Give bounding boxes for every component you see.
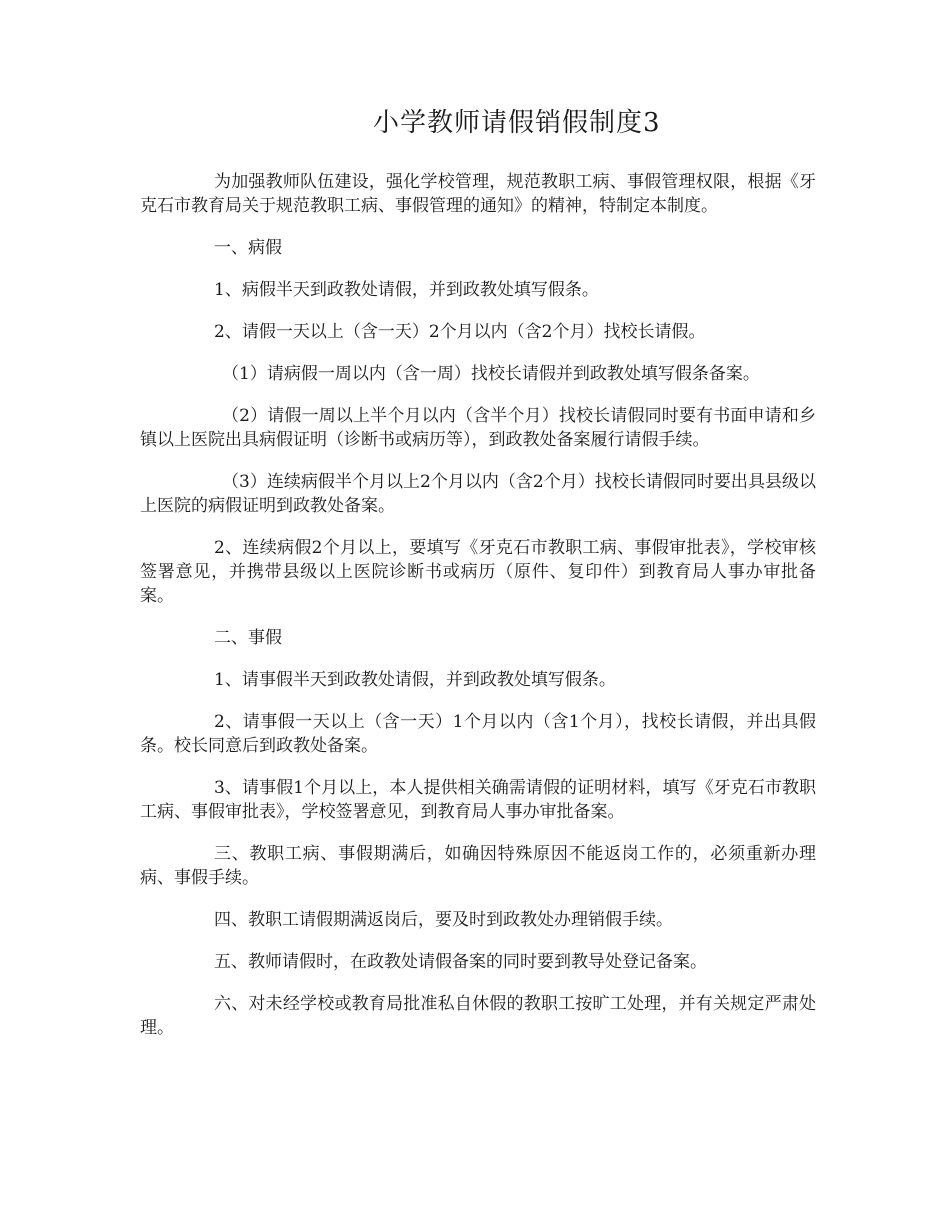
paragraph-rule: 六、对未经学校或教育局批准私自休假的教职工按旷工处理，并有关规定严肃处理。	[140, 994, 816, 1038]
document-title: 小学教师请假销假制度3	[373, 108, 661, 138]
paragraph-rule: 五、教师请假时，在政教处请假备案的同时要到教导处登记备案。	[214, 952, 707, 972]
paragraph-rule: 三、教职工病、事假期满后，如确因特殊原因不能返岗工作的，必须重新办理病、事假手续。	[140, 844, 816, 888]
document-body	[140, 170, 816, 1058]
paragraph-item: 2、请事假一天以上（含一天）1个月以内（含1个月），找校长请假，并出具假条。校长同意后到政教处备案。	[140, 712, 816, 756]
paragraph-item: 2、连续病假2个月以上，要填写《牙克石市教职工病、事假审批表》，学校审核签署意见，并携带县级以上医院诊断书或病历（原件、复印件）到教育局人事办审批备案。	[140, 538, 816, 606]
paragraph-item: 3、请事假1个月以上，本人提供相关确需请假的证明材料，填写《牙克石市教职工病、事假审批表》，学校签署意见，到教育局人事办审批备案。	[140, 778, 816, 822]
paragraph-rule: 四、教职工请假期满返岗后，要及时到政教处办理销假手续。	[214, 910, 673, 930]
section-heading-sick-leave: 一、病假	[214, 238, 282, 258]
paragraph-subitem: （1）请病假一周以内（含一周）找校长请假并到政教处填写假条备案。	[222, 364, 760, 384]
paragraph-subitem: （3）连续病假半个月以上2个月以内（含2个月）找校长请假同时要出具县级以上医院的病假证明到政教处备案。	[140, 472, 816, 516]
paragraph-item: 2、请假一天以上（含一天）2个月以内（含2个月）找校长请假。	[214, 322, 706, 342]
section-heading-personal-leave: 二、事假	[214, 628, 282, 648]
paragraph-intro: 为加强教师队伍建设，强化学校管理，规范教职工病、事假管理权限，根据《牙克石市教育局关于规范教职工病、事假管理的通知》的精神，特制定本制度。	[140, 172, 816, 216]
paragraph-subitem: （2）请假一周以上半个月以内（含半个月）找校长请假同时要有书面申请和乡镇以上医院出具病假证明（诊断书或病历等），到政教处备案履行请假手续。	[140, 406, 816, 450]
paragraph-item: 1、病假半天到政教处请假，并到政教处填写假条。	[214, 280, 599, 300]
paragraph-item: 1、请事假半天到政教处请假，并到政教处填写假条。	[214, 670, 616, 690]
